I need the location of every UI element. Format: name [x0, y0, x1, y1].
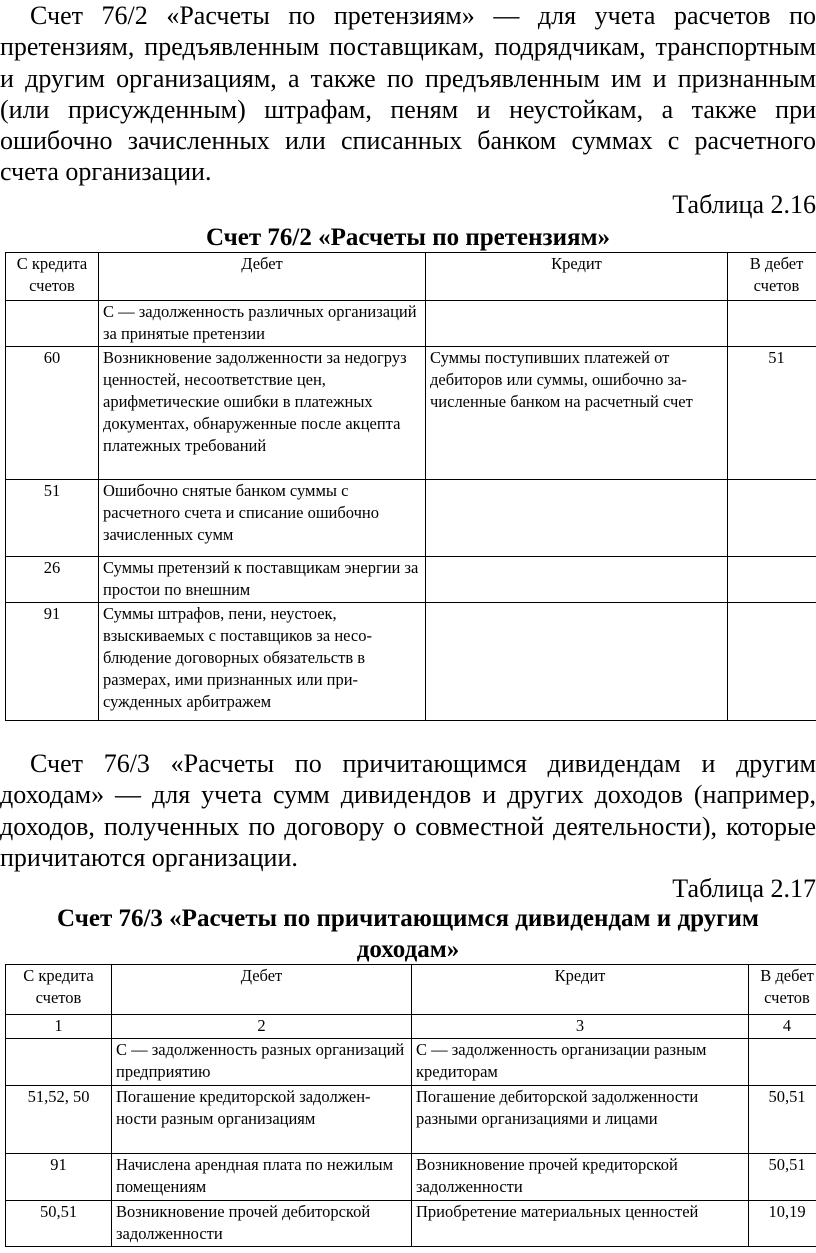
column-number: 2 — [112, 1015, 412, 1039]
cell-from: 91 — [6, 1154, 112, 1201]
cell-credit: Приобретение материальных ценностей — [412, 1201, 749, 1247]
header-credit: Кредит — [426, 253, 728, 301]
column-number: 3 — [412, 1015, 749, 1039]
table-row — [6, 347, 816, 480]
cell-credit: С — задолженность организации разным кредиторам — [412, 1039, 749, 1086]
cell-to: 50,51 — [749, 1154, 816, 1201]
cell-from — [6, 1039, 112, 1086]
table-row — [6, 1201, 816, 1247]
column-number: 1 — [6, 1015, 112, 1039]
table-row — [6, 301, 816, 347]
cell-credit: Погашение дебиторской задолженности разными организациями и лицами — [412, 1086, 749, 1154]
cell-from — [6, 301, 99, 347]
table-row — [6, 603, 816, 721]
cell-from: 60 — [6, 347, 99, 480]
cell-from: 51 — [6, 480, 99, 557]
table-2-16-title: Счет 76/2 «Расчеты по претензиям» — [205, 224, 611, 251]
cell-debit: Суммы штрафов, пени, неустоек, взыскиваемых с поставщиков за несо-блюдение договорных обязательств в размерах, ими признанных или при-сужденных арбитражем — [99, 603, 426, 721]
table-header-row — [6, 253, 816, 301]
cell-from: 91 — [6, 603, 99, 721]
cell-credit — [426, 301, 728, 347]
header-debit: Дебет — [99, 253, 426, 301]
cell-to — [728, 480, 816, 557]
column-number: 4 — [749, 1015, 816, 1039]
cell-to — [728, 301, 816, 347]
cell-debit: Ошибочно снятые банком суммы с расчетного счета и списание ошибочно зачисленных сумм — [99, 480, 426, 557]
cell-credit — [426, 603, 728, 721]
table-number-row — [6, 1015, 816, 1039]
cell-to: 10,19 — [749, 1201, 816, 1247]
table-row — [6, 1086, 816, 1154]
cell-debit: Возникновение прочей дебиторской задолженности — [112, 1201, 412, 1247]
paragraph-76-3: Счет 76/3 «Расчеты по причитающимся дивидендам и другим доходам» — для учета сумм дивидендов и других доходов (например, доходов, полученных по договору о совместной деятельности), которые причитаются организации. — [0, 749, 816, 872]
cell-to — [749, 1039, 816, 1086]
cell-debit: С — задолженность различных организаций за принятые претензии — [99, 301, 426, 347]
cell-from: 26 — [6, 557, 99, 603]
table-76-3 — [5, 964, 816, 1247]
cell-to — [728, 603, 816, 721]
table-row — [6, 1154, 816, 1201]
header-from-accounts: С кредита счетов — [6, 253, 99, 301]
header-to-accounts: В дебет счетов — [749, 965, 816, 1015]
cell-credit — [426, 557, 728, 603]
cell-debit: Возникновение задолженности за недогруз ценностей, несоответствие цен, арифметические ошибки в платежных документах, обнаруженные после акцепта платежных требований — [99, 347, 426, 480]
cell-debit: Начислена арендная плата по нежилым помещениям — [112, 1154, 412, 1201]
cell-credit — [426, 480, 728, 557]
table-2-17-label: Таблица 2.17 — [672, 874, 816, 903]
cell-from: 50,51 — [6, 1201, 112, 1247]
table-row — [6, 480, 816, 557]
table-76-2 — [5, 252, 816, 721]
cell-to: 50,51 — [749, 1086, 816, 1154]
table-2-17-title-line2: доходам» — [356, 936, 460, 963]
header-debit: Дебет — [112, 965, 412, 1015]
table-header-row — [6, 965, 816, 1015]
paragraph-76-2: Счет 76/2 «Расчеты по претензиям» — для учета расчетов по претензиям, предъявленным поставщикам, подрядчикам, транспортным и другим организациям, а также по предъявленным им и признанным (или присужденным) штрафам, пеням и неустойкам, а также при ошибочно зачисленных или списанных банком суммах с расчетного счета организации. — [0, 1, 816, 187]
cell-debit: Суммы претензий к поставщикам энергии за простои по внешним — [99, 557, 426, 603]
table-2-17-title-line1: Счет 76/3 «Расчеты по причитающимся дивидендам и другим — [57, 905, 759, 932]
table-row — [6, 1039, 816, 1086]
table-2-16-label: Таблица 2.16 — [672, 190, 816, 219]
cell-to — [728, 557, 816, 603]
cell-credit: Суммы поступивших платежей от дебиторов или суммы, ошибочно за-численные банком на расчетный счет — [426, 347, 728, 480]
header-to-accounts: В дебет счетов — [728, 253, 816, 301]
cell-debit: Погашение кредиторской задолжен-ности разным организациям — [112, 1086, 412, 1154]
header-from-accounts: С кредита счетов — [6, 965, 112, 1015]
cell-debit: С — задолженность разных организаций предприятию — [112, 1039, 412, 1086]
cell-credit: Возникновение прочей кредиторской задолженности — [412, 1154, 749, 1201]
table-row — [6, 557, 816, 603]
header-credit: Кредит — [412, 965, 749, 1015]
cell-from: 51,52, 50 — [6, 1086, 112, 1154]
cell-to: 51 — [728, 347, 816, 480]
